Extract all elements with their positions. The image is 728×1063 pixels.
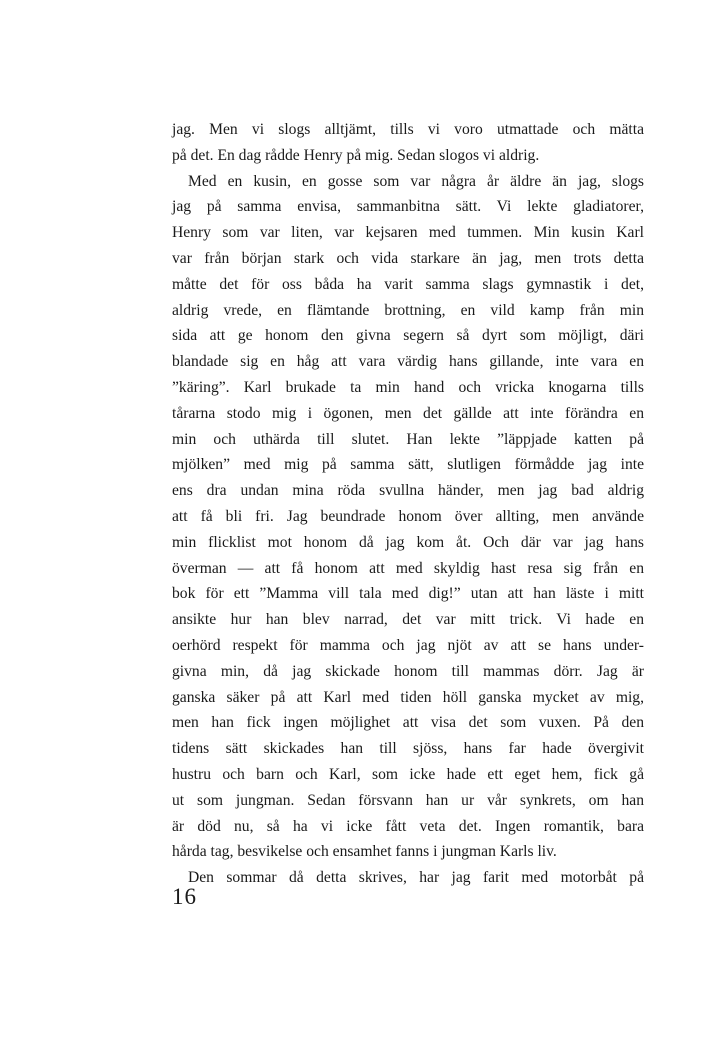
text-line: sida att ge honom den givna segern så dyrt som möjligt, däri — [172, 327, 644, 345]
text-line: Henry som var liten, var kejsaren med tummen. Min kusin Karl — [172, 224, 644, 242]
text-line: ens dra undan mina röda svullna händer, men jag bad aldrig — [172, 482, 644, 500]
text-line: min och uthärda till slutet. Han lekte ”läppjade katten på — [172, 430, 644, 448]
text-line: Med en kusin, en gosse som var några år äldre än jag, slogs — [188, 172, 644, 190]
text-line: tidens sätt skickades han till sjöss, hans far hade övergivit — [172, 740, 644, 758]
text-line: överman — att få honom att med skyldig hast resa sig från en — [172, 559, 644, 577]
text-line: givna min, då jag skickade honom till mammas dörr. Jag är — [172, 662, 644, 680]
body-text — [172, 117, 644, 891]
text-line: ganska säker på att Karl med tiden höll ganska mycket av mig, — [172, 688, 644, 706]
text-line: tårarna stodo mig i ögonen, men det gällde att inte förändra en — [172, 404, 644, 422]
text-line: mjölken” med mig på samma sätt, slutligen förmådde jag inte — [172, 456, 644, 474]
text-line: blandade sig en håg att vara värdig hans gillande, inte vara en — [172, 353, 644, 371]
text-line: ”käring”. Karl brukade ta min hand och vricka knogarna tills — [172, 378, 644, 396]
page-number: 16 — [172, 884, 197, 909]
text-line: hårda tag, besvikelse och ensamhet fanns i jungman Karls liv. — [172, 843, 557, 861]
text-line: men han fick ingen möjlighet att visa det som vuxen. På den — [172, 714, 644, 732]
text-line: att få bli fri. Jag beundrade honom över allting, men använde — [172, 507, 644, 525]
text-line: var från början stark och vida starkare än jag, men trots detta — [172, 249, 644, 267]
text-line: aldrig vrede, en flämtande brottning, en vild kamp från min — [172, 301, 644, 319]
text-line: oerhörd respekt för mamma och jag njöt av att se hans under- — [172, 636, 644, 654]
text-line: bok för ett ”Mamma vill tala med dig!” utan att han läste i mitt — [172, 585, 644, 603]
text-line: min flicklist mot honom då jag kom åt. Och där var jag hans — [172, 533, 644, 551]
text-line: ut som jungman. Sedan försvann han ur vår synkrets, om han — [172, 791, 644, 809]
text-line: hustru och barn och Karl, som icke hade ett eget hem, fick gå — [172, 765, 644, 783]
text-line: jag. Men vi slogs alltjämt, tills vi voro utmattade och mätta — [172, 121, 644, 138]
text-line: är död nu, så ha vi icke fått veta det. Ingen romantik, bara — [172, 817, 644, 835]
text-line: på det. En dag rådde Henry på mig. Sedan slogos vi aldrig. — [172, 146, 540, 164]
text-line: Den sommar då detta skrives, har jag farit med motorbåt på — [188, 869, 644, 887]
text-line: ansikte hur han blev narrad, det var mitt trick. Vi hade en — [172, 611, 644, 629]
text-line: måtte det för oss båda ha varit samma slags gymnastik i det, — [172, 275, 644, 293]
text-line: jag på samma envisa, sammanbitna sätt. Vi lekte gladiatorer, — [172, 198, 644, 216]
